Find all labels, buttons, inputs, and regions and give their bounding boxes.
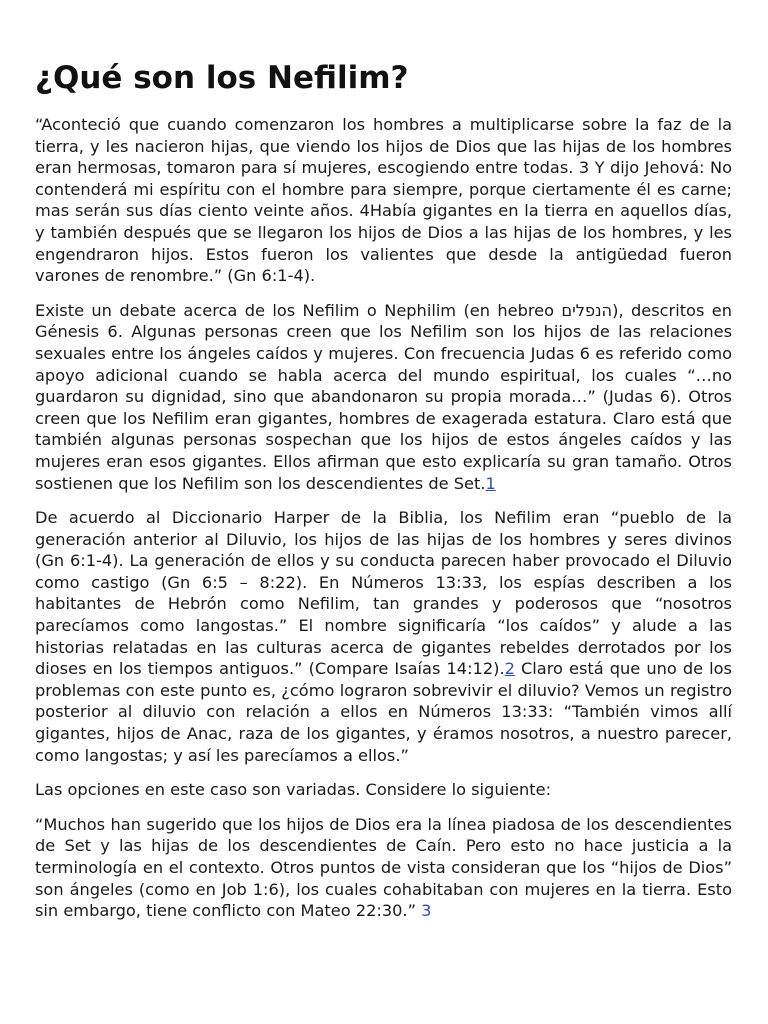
footnote-link-1[interactable]: 1 [485,473,496,493]
paragraph-options: Las opciones en este caso son variadas. Considere lo siguiente: [35,780,552,800]
paragraph-debate [35,300,732,494]
paragraph-debate-text-rest: ), descritos en Génesis 6. Algunas personas creen que los Nefilim son los hijos de las relaciones sexuales entre los ángeles caídos y mujeres. Con frecuencia Judas 6 es referido como apoyo adicional cuando se habla acerca del mundo espiritual, los cuales “…no guardaron su dignidad, sino que abandonaron su propia morada…” (Judas 6). Otros creen que los Nefilim eran gigantes, hombres de exagerada estatura. Claro está que también algunas personas sospechan que los hijos de estos ángeles caídos y las mujeres eran esos gigantes. Ellos afirman que esto explicaría su gran tamaño. Otros sostienen que los Nefilim son los descendientes de Set. [35,300,732,493]
paragraph-sons-of-god-text: “Muchos han sugerido que los hijos de Dios era la línea piadosa de los descendientes de Set y las hijas de los descendientes de Caín. Pero esto no hace justicia a la terminología en el contexto. Otros puntos de vista consideran que los “hijos de Dios” son ángeles (como en Job 1:6), los cuales cohabitaban con mujeres en la tierra. Esto sin embargo, tiene conflicto con Mateo 22:30.” [35,814,732,921]
hebrew-word: הנפלים [561,300,613,320]
page-title: ¿Qué son los Nefilim? [35,60,409,96]
paragraph-harper-dictionary [35,507,732,766]
paragraph-debate-text-start: Existe un debate acerca de los Nefilim o Nephilim (en hebreo [35,300,562,320]
paragraph-harper-text-start: De acuerdo al Diccionario Harper de la Biblia, los Nefilim eran “pueblo de la generación anterior al Diluvio, los hijos de las hijas de los hombres y seres divinos (Gn 6:1-4). La generación de ellos y su conducta parecen haber provocado el Diluvio como castigo (Gn 6:5 – 8:22). En Números 13:33, los espías describen a los habitantes de Hebrón como Nefilim, tan grandes y poderosos que “nosotros parecíamos como langostas.” El nombre significaría “los caídos” y alude a las historias relatadas en las culturas acerca de gigantes rebeldes derrotados por los dioses en los tiempos antiguos.” (Compare Isaías 14:12). [35,508,732,679]
footnote-link-3[interactable]: 3 [421,901,432,921]
paragraph-sons-of-god [35,814,732,922]
article [35,58,732,935]
paragraph-harper-text-rest: Claro está que uno de los problemas con este punto es, ¿cómo lograron sobrevivir el diluvio? Vemos un registro posterior al diluvio con relación a ellos en Números 13:33: “También vimos allí gigantes, hijos de Anac, raza de los gigantes, y éramos nosotros, a nuestro parecer, como langostas; y así les parecíamos a ellos.” [35,659,732,765]
paragraph-genesis-quote: “Aconteció que cuando comenzaron los hombres a multiplicarse sobre la faz de la tierra, y les nacieron hijas, que viendo los hijos de Dios que las hijas de los hombres eran hermosas, tomaron para sí mujeres, escogiendo entre todas. 3 Y dijo Jehová: No contenderá mi espíritu con el hombre para siempre, porque ciertamente él es carne; mas serán sus días ciento veinte años. 4Había gigantes en la tierra en aquellos días, y también después que se llegaron los hijos de Dios a las hijas de los hombres, y les engendraron hijos. Estos fueron los valientes que desde la antigüedad fueron varones de renombre.” (Gn 6:1-4). [35,115,732,286]
footnote-link-2[interactable]: 2 [504,659,515,679]
